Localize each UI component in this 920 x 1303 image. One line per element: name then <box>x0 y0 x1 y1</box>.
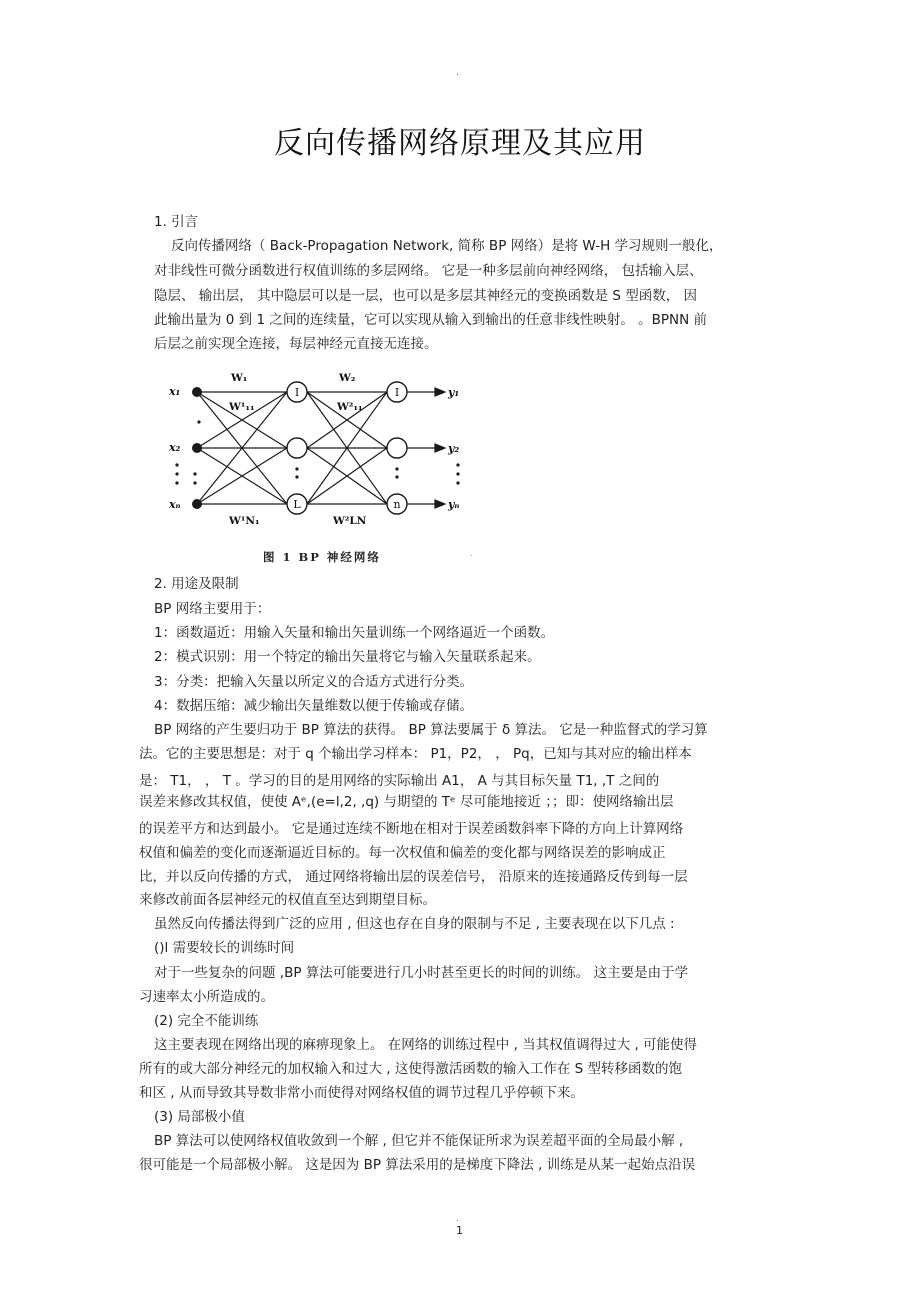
hidden-nodes <box>287 382 307 514</box>
algo-line: 误差来修改其权值，使使 Aᵉ,(e=l,2, ,q) 与期望的 Tᵉ 尽可能地接近 ；；即：使网络输出层 <box>139 794 674 810</box>
footer-mark: . <box>456 1214 459 1224</box>
limit-2-line: 这主要表现在网络出现的麻痹现象上。 在网络的训练过程中 , 当其权值调得过大 , 可能使得 <box>154 1037 698 1053</box>
algo-line: 是： T1， ， T 。学习的目的是用网络的实际输出 A1， A 与其目标矢量 T1, ,T 之间的 <box>139 773 660 789</box>
weight-label-w211: W²₁₁ <box>337 401 363 413</box>
use-item: 1：函数逼近：用输入矢量和输出矢量训练一个网络逼近一个函数。 <box>154 625 555 641</box>
weight-label-wln: W²LN <box>333 515 367 527</box>
output-label: yₙ <box>448 498 460 511</box>
figure-mark: . <box>470 549 473 558</box>
weight-label-w11: W¹₁₁ <box>229 401 255 413</box>
algo-line: 比，并以反向传播的方式， 通过网络将输出层的误差信号， 沿原来的连接通路反传到每一层 <box>139 869 688 885</box>
bp-network-figure <box>165 362 485 576</box>
node-ellipsis <box>295 463 459 484</box>
algo-line: 来修改前面各层神经元的权值直至达到期望目标。 <box>139 892 436 908</box>
algo-line: BP 网络的产生要归功于 BP 算法的获得。 BP 算法要属于 δ 算法。 它是一种监督式的学习算 <box>154 722 708 738</box>
algo-line: 法。它的主要思想是：对于 q 个输出学习样本： P1，P2， ， Pq，已知与其对应的输出样本 <box>139 746 692 762</box>
limit-intro: 虽然反向传播法得到广泛的应用 , 但这也存在自身的限制与不足 , 主要表现在以下几点 : <box>154 916 675 932</box>
s1-line: 后层之前实现全连接，每层神经元直接无连接。 <box>154 336 438 352</box>
figure-caption: 图 1 BP 神经网络 <box>263 550 381 564</box>
limit-2-line: 和区 , 从而导致其导数非常小而使得对网络权值的调节过程几乎停顿下来。 <box>139 1085 584 1101</box>
output-bottom-label: n <box>393 498 401 511</box>
output-top-label: I <box>394 386 400 399</box>
weight-label-w1: W₁ <box>231 372 248 384</box>
algo-line: 的误差平方和达到最小。 它是通过连续不断地在相对于误差函数斜率下降的方向上计算网络 <box>139 821 684 837</box>
header-mark: . <box>456 68 459 78</box>
limit-3-line: 很可能是一个局部极小解。 这是因为 BP 算法采用的是梯度下降法 , 训练是从某一起始点沿误 <box>139 1157 696 1173</box>
input-label: x₂ <box>169 441 181 454</box>
s1-line: 反向传播网络（ Back-Propagation Network, 简称 BP 网络）是将 W-H 学习规则一般化， <box>171 238 723 254</box>
uses-intro: BP 网络主要用于： <box>154 601 271 617</box>
limit-1-line: 习速率太小所造成的。 <box>139 989 274 1005</box>
s1-line: 隐层、 输出层， 其中隐层可以是一层，也可以是多层其神经元的变换函数是 S 型函数， 因 <box>154 288 698 304</box>
limit-2-heading: (2) 完全不能训练 <box>154 1013 259 1029</box>
page-number: 1 <box>456 1224 463 1237</box>
use-item: 4：数据压缩：减少输出矢量维数以便于传输或存储。 <box>154 698 474 714</box>
page-title: 反向传播网络原理及其应用 <box>274 126 646 161</box>
weight-label-wn1: W¹N₁ <box>229 515 260 527</box>
limit-1-heading: ()l 需要较长的训练时间 <box>154 940 295 956</box>
section-2-heading: 2. 用途及限制 <box>154 576 239 592</box>
input-label: xₙ <box>169 498 181 511</box>
weight-label-w2: W₂ <box>339 372 356 384</box>
network-diagram <box>165 362 485 572</box>
limit-2-line: 所有的或大部分神经元的加权输入和过大 , 这使得激活函数的输入工作在 S 型转移函数的饱 <box>139 1061 683 1077</box>
hidden-bottom-label: L <box>293 498 301 511</box>
use-item: 3：分类：把输入矢量以所定义的合适方式进行分类。 <box>154 674 474 690</box>
output-label: y₁ <box>448 386 460 399</box>
input-label: x₁ <box>169 385 181 398</box>
s1-line: 对非线性可微分函数进行权值训练的多层网络。 它是一种多层前向神经网络， 包括输入层、 <box>154 263 703 279</box>
output-label: y₂ <box>448 442 460 455</box>
output-nodes <box>387 382 407 514</box>
algo-line: 权值和偏差的变化而逐渐逼近目标的。每一次权值和偏差的变化都与网络误差的影响成正 <box>139 845 666 861</box>
section-1-heading: 1. 引言 <box>154 214 199 230</box>
limit-1-line: 对于一些复杂的问题 ,BP 算法可能要进行几小时甚至更长的时间的训练。 这主要是由于学 <box>154 965 689 981</box>
output-arrows <box>407 388 445 508</box>
use-item: 2：模式识别：用一个特定的输出矢量将它与输入矢量联系起来。 <box>154 649 541 665</box>
limit-3-heading: (3) 局部极小值 <box>154 1109 245 1125</box>
hidden-top-label: I <box>294 386 300 399</box>
s1-line: 此输出量为 0 到 1 之间的连续量，它可以实现从输入到输出的任意非线性映射。 。BPNN 前 <box>154 312 708 328</box>
limit-3-line: BP 算法可以使网络权值收敛到一个解 , 但它并不能保证所求为误差超平面的全局最小解 , <box>154 1133 684 1149</box>
